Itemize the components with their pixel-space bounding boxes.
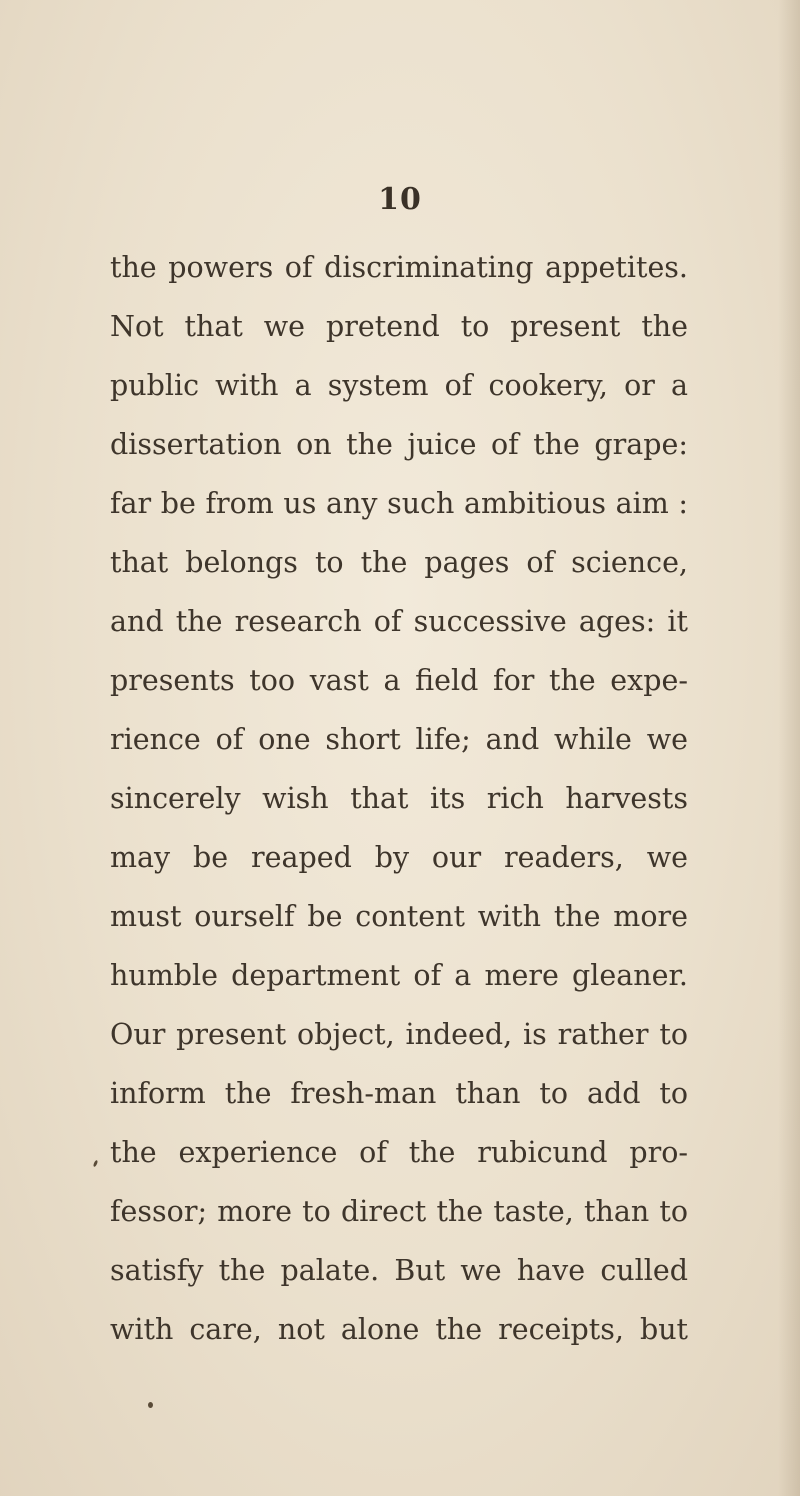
text-line: Not that we pretend to present the bbox=[110, 310, 688, 343]
body-text bbox=[110, 238, 688, 1359]
text-line: the experience of the rubicund pro- bbox=[110, 1136, 688, 1169]
text-line: dissertation on the juice of the grape: bbox=[110, 428, 688, 461]
text-line: may be reaped by our readers, we bbox=[110, 841, 688, 874]
text-line: with care, not alone the receipts, but bbox=[110, 1313, 688, 1346]
page-number: 10 bbox=[378, 182, 422, 217]
text-line: that belongs to the pages of science, bbox=[110, 546, 688, 579]
text-line: the powers of discriminating appetites. bbox=[110, 251, 688, 284]
text-line: public with a system of cookery, or a bbox=[110, 369, 688, 402]
text-line: far be from us any such ambitious aim : bbox=[110, 487, 688, 520]
text-line: presents too vast a field for the expe- bbox=[110, 664, 688, 697]
text-line: inform the fresh-man than to add to bbox=[110, 1077, 688, 1110]
text-line: rience of one short life; and while we bbox=[110, 723, 688, 756]
ink-speck bbox=[93, 1160, 99, 1168]
text-line: fessor; more to direct the taste, than to bbox=[110, 1195, 688, 1228]
text-line: humble department of a mere gleaner. bbox=[110, 959, 688, 992]
text-line: must ourself be content with the more bbox=[110, 900, 688, 933]
text-line: satisfy the palate. But we have culled bbox=[110, 1254, 688, 1287]
text-line: and the research of successive ages: it bbox=[110, 605, 688, 638]
ink-speck bbox=[148, 1402, 153, 1408]
page-edge-shadow bbox=[778, 0, 800, 1496]
text-line: sincerely wish that its rich harvests bbox=[110, 782, 688, 815]
text-line: Our present object, indeed, is rather to bbox=[110, 1018, 688, 1051]
